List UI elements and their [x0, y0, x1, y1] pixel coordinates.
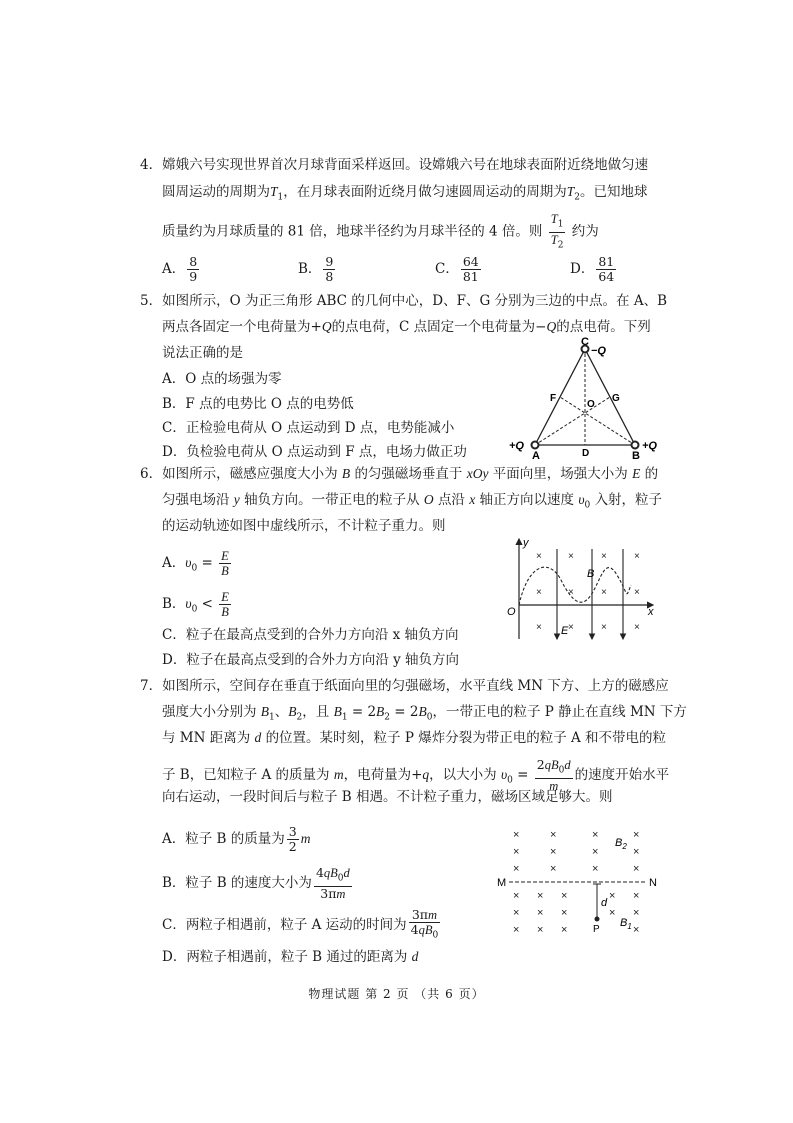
svg-text:×: ×	[634, 587, 640, 598]
label-f: F	[550, 393, 557, 404]
label-b: B	[632, 450, 640, 462]
svg-text:×: ×	[536, 622, 542, 633]
q6-line2: 匀强电场沿 y 轴负方向。一带正电的粒子从 O 点沿 x 轴正方向以速度 $\upsilon_0$ 入射，粒子	[162, 492, 663, 511]
t1-over-t2-fraction: $\frac{T_1}{T_2}$	[550, 212, 564, 250]
svg-text:×: ×	[633, 907, 640, 919]
b2-field-crosses	[513, 829, 639, 875]
side-cb	[585, 349, 635, 445]
q7-field-figure	[495, 822, 665, 942]
label-m: M	[497, 877, 507, 889]
origin-label: O	[507, 606, 516, 618]
svg-text:×: ×	[550, 863, 557, 875]
label-c: C	[581, 336, 589, 348]
particle-p	[595, 917, 600, 922]
svg-text:×: ×	[601, 551, 607, 562]
q6-option-d: D．粒子在最高点受到的合外力方向沿 y 轴负方向	[162, 652, 460, 668]
q5-option-b: B．F 点的电势比 O 点的电势低	[162, 396, 354, 412]
label-n: N	[649, 877, 657, 889]
e-field-label: E	[561, 625, 569, 637]
svg-text:×: ×	[633, 846, 640, 858]
svg-text:×: ×	[633, 924, 640, 936]
svg-text:×: ×	[592, 846, 599, 858]
q5-line1: 5．如图所示，O 为正三角形 ABC 的几何中心，D、F、G 分别为三边的中点。在 A、B	[140, 293, 668, 309]
q6-option-c: C．粒子在最高点受到的合外力方向沿 x 轴负方向	[162, 627, 459, 643]
q7-option-d: D．两粒子相遇前，粒子 B 通过的距离为 d	[162, 949, 419, 965]
q5-option-d: D．负检验电荷从 O 点运动到 F 点，电场力做正功	[162, 444, 467, 460]
svg-text:×: ×	[550, 846, 557, 858]
svg-text:×: ×	[634, 551, 640, 562]
label-g: G	[612, 393, 620, 404]
label-o: O	[587, 399, 595, 410]
charge-a	[532, 442, 539, 449]
svg-text:×: ×	[609, 890, 616, 902]
b1-label: $B_1$	[620, 917, 632, 931]
q6-option-b: B．$\upsilon_0$ < $\frac{E}{B}$	[162, 590, 229, 619]
svg-text:×: ×	[561, 890, 568, 902]
svg-text:×: ×	[568, 622, 574, 633]
svg-text:×: ×	[513, 890, 520, 902]
q7-line3: 与 MN 距离为 d 的位置。某时刻，粒子 P 爆炸分裂为带正电的粒子 A 和不带电的粒	[162, 730, 667, 746]
svg-text:×: ×	[592, 829, 599, 841]
svg-text:×: ×	[550, 829, 557, 841]
q6-field-figure	[505, 535, 660, 645]
q5-line3: 说法正确的是	[162, 345, 243, 361]
svg-text:×: ×	[601, 587, 607, 598]
label-b-charge: +Q	[642, 440, 657, 452]
svg-text:×: ×	[537, 890, 544, 902]
q7-option-a: A．粒子 B 的质量为 $\frac{3}{2}$ m	[162, 824, 311, 854]
page-footer: 物理试题 第 2 页 （共 6 页）	[308, 987, 485, 1001]
label-c-charge: −Q	[591, 345, 606, 357]
svg-text:×: ×	[513, 907, 520, 919]
label-a: A	[532, 450, 540, 462]
b1-field-crosses	[513, 890, 639, 936]
q7-option-c: C．两粒子相遇前，粒子 A 运动的时间为 $\frac{3\pi m}{4qB_0}$	[162, 907, 439, 941]
b2-label: $B_2$	[615, 837, 627, 851]
svg-text:×: ×	[513, 863, 520, 875]
svg-text:×: ×	[561, 924, 568, 936]
q5-triangle-figure	[505, 335, 665, 465]
svg-text:×: ×	[601, 622, 607, 633]
svg-text:×: ×	[634, 622, 640, 633]
q5-option-c: C．正检验电荷从 O 点运动到 D 点，电势能减小	[162, 420, 455, 436]
svg-text:×: ×	[536, 587, 542, 598]
q4-option-b: B． $\frac{9}{8}$	[298, 254, 334, 284]
svg-text:×: ×	[536, 551, 542, 562]
label-d: D	[582, 448, 590, 459]
q6-line1: 6．如图所示，磁感应强度大小为 B 的匀强磁场垂直于 xOy 平面向里，场强大小为 E 的	[140, 466, 659, 482]
q6-option-a: A．$\upsilon_0$ = $\frac{E}{B}$	[162, 549, 229, 578]
label-p: P	[593, 924, 600, 935]
x-axis-label: x	[648, 606, 654, 618]
svg-text:×: ×	[513, 846, 520, 858]
q7-line2: 强度大小分别为 $B_1$、$B_2$，且 $B_1 = 2B_2 = 2B_0$，一带正电的粒子 P 静止在直线 MN 下方	[162, 704, 687, 723]
b-field-crosses	[536, 551, 640, 633]
svg-text:×: ×	[568, 551, 574, 562]
q6-line3: 的运动轨迹如图中虚线所示，不计粒子重力。则	[162, 518, 446, 534]
median-ag	[535, 397, 610, 445]
q7-line4: 子 B，已知粒子 A 的质量为 m，电荷量为+q，以大小为 $\upsilon_0$ = $\frac{2qB_0d}{m}$ 的速度开始水平	[162, 757, 670, 793]
svg-text:×: ×	[537, 907, 544, 919]
svg-text:×: ×	[561, 907, 568, 919]
svg-text:×: ×	[513, 829, 520, 841]
q4-line1: 4．嫦娥六号实现世界首次月球背面采样返回。设嫦娥六号在地球表面附近绕地做匀速	[140, 157, 649, 173]
svg-text:×: ×	[537, 924, 544, 936]
svg-text:×: ×	[592, 863, 599, 875]
label-a-charge: +Q	[509, 440, 524, 452]
svg-text:×: ×	[633, 829, 640, 841]
b-field-label: B	[587, 568, 595, 580]
q7-line5: 向右运动，一段时间后与粒子 B 相遇。不计粒子重力，磁场区域足够大。则	[162, 789, 613, 805]
charge-b	[632, 442, 639, 449]
svg-text:×: ×	[568, 587, 574, 598]
y-axis-label: y	[523, 537, 529, 549]
median-bf	[560, 397, 635, 445]
q4-option-c: C． $\frac{64}{81}$	[435, 254, 479, 284]
q5-option-a: A．O 点的场强为零	[162, 371, 282, 387]
label-d: d	[601, 897, 608, 909]
svg-text:×: ×	[633, 890, 640, 902]
q4-option-a: A． $\frac{8}{9}$	[162, 254, 198, 284]
side-ca	[535, 349, 585, 445]
q4-option-d: D． $\frac{81}{64}$	[570, 254, 615, 284]
q4-line2: 圆周运动的周期为$T_1$，在月球表面附近绕月做匀速圆周运动的周期为$T_2$。已知地球	[162, 184, 648, 203]
svg-text:×: ×	[609, 907, 616, 919]
svg-text:×: ×	[633, 863, 640, 875]
q5-line2: 两点各固定一个电荷量为+Q的点电荷，C 点固定一个电荷量为−Q的点电荷。下列	[162, 319, 651, 335]
q4-line3: 质量约为月球质量的 81 倍，地球半径约为月球半径的 4 倍。则 $\frac{T_1}{T_2}$ 约为	[162, 212, 599, 250]
q7-option-b: B．粒子 B 的速度大小为 $\frac{4qB_0d}{3\pi m}$	[162, 865, 350, 901]
q7-line1: 7．如图所示，空间存在垂直于纸面向里的匀强磁场，水平直线 MN 下方、上方的磁感应	[140, 678, 669, 694]
svg-text:×: ×	[513, 924, 520, 936]
